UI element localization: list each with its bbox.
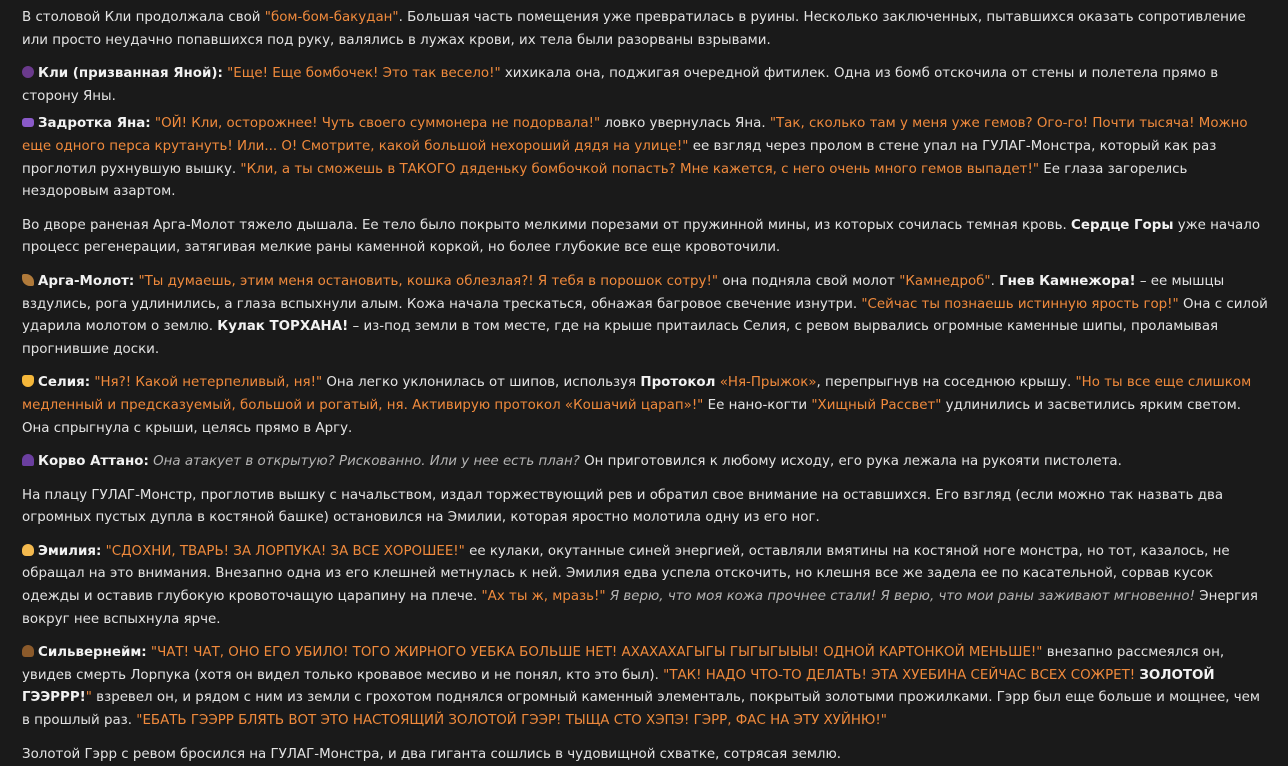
paragraph (22, 215, 1268, 260)
paragraph (22, 271, 1268, 361)
text-run: Энергия вокруг нее вспыхнула ярче. (22, 589, 1258, 627)
quoted-text: "ЧАТ! ЧАТ, ОНО ЕГО УБИЛО! ТОГО ЖИРНОГО УЕБКА БОЛЬШЕ НЕТ! АХАХАХАГЫГЫ ГЫГЫГЫЫЫ! ОДНОЙ КАРТОНКОЙ МЕНЬШЕ!" (150, 645, 1043, 661)
bold-text: Селия: (38, 375, 91, 391)
text-run: Он приготовился к любому исходу, его рука лежала на рукояти пистолета. (579, 454, 1122, 470)
quoted-text: "СДОХНИ, ТВАРЬ! ЗА ЛОРПУКА! ЗА ВСЕ ХОРОШЕЕ!" (105, 543, 465, 559)
text-run: . Большая часть помещения уже превратилась в руины. Несколько заключенных, пытавшихся оказать сопротивление или просто неудачно попавшихся под руку, валялись в лужах крови, их тела были разорваны взрывами. (22, 10, 1246, 48)
text-run: взревел он, и рядом с ним из земли с грохотом поднялся огромный каменный элементаль, покрытый золотыми прожилками. Гэрр был еще больше и мощнее, чем в прошлый раз. (22, 690, 1261, 729)
text-run: В столовой Кли продолжала свой (22, 10, 265, 25)
quoted-text: "Еще! Еще бомбочек! Это так весело!" (227, 66, 501, 82)
quoted-text: "Но ты все еще слишком медленный и предсказуемый, большой и рогатый, ня. Активирую протокол «Кошачий царап»!" (22, 375, 1252, 413)
paragraph (22, 451, 1268, 474)
quoted-text: "Кли, а ты сможешь в ТАКОГО дяденьку бомбочкой попасть? Мне кажется, с него очень много гемов выпадет!" (240, 161, 1039, 177)
horn-icon (22, 274, 34, 286)
quoted-text: "Ах ты ж, мразь!" (481, 589, 606, 605)
text-run: хихикала она, поджигая очередной фитилек. Одна из бомб отскочила от стены и полетела прямо в сторону Яны. (22, 66, 1219, 104)
paragraph (22, 63, 1268, 108)
text-run: – из-под земли в том месте, где на крыше притаилась Селия, с ревом вырвались огромные каменные шипы, проламывая прогнившие доски. (22, 319, 1219, 357)
quoted-text: "ТАК! НАДО ЧТО-ТО ДЕЛАТЬ! ЭТА ХУЕБИНА СЕЙЧАС ВСЕХ СОЖРЕТ! (663, 667, 1140, 683)
text-run: ловко увернулась Яна. (600, 116, 770, 132)
bomb-icon (22, 66, 34, 78)
paragraph (22, 372, 1268, 440)
bold-text: Кулак ТОРХАНА! (217, 319, 349, 335)
text-run: Она с силой ударила молотом о землю. (22, 296, 1268, 335)
bold-text: Арга-Молот: (38, 273, 135, 289)
quoted-text: "ЕБАТЬ ГЭЭРР БЛЯТЬ ВОТ ЭТО НАСТОЯЩИЙ ЗОЛОТОЙ ГЭЭР! ТЫЩА СТО ХЭПЭ! ГЭРР, ФАС НА ЭТУ ХУЙНЮ!" (136, 713, 887, 729)
quoted-text: "Камнедроб" (899, 273, 991, 289)
paragraph (22, 642, 1268, 732)
bold-text: Эмилия: (38, 543, 102, 559)
poo-icon (22, 645, 34, 657)
bold-text: Задротка Яна: (38, 116, 151, 132)
bold-text: Кли (призванная Яной): (38, 66, 223, 82)
bold-text: Корво Аттано: (38, 454, 149, 470)
bold-text: Протокол (640, 375, 716, 391)
gamepad-icon (22, 118, 34, 127)
text-run: внезапно рассмеялся он, увидев смерть Лорпука (хотя он видел только кровавое месиво и не понял, кто это был). (22, 645, 1225, 683)
text-run: Ее глаза загорелись нездоровым азартом. (22, 161, 1188, 200)
text-run: – ее мышцы вздулись, рога удлинились, а глаза вспыхнули алым. Кожа начала трескаться, обнажая багровое свечение изнутри. (22, 273, 1225, 312)
italic-thought: Она атакует в открытую? Рискованно. Или у нее есть план? (153, 454, 580, 470)
bold-text: Гнев Камнежора! (999, 273, 1136, 289)
girl-icon (22, 544, 34, 556)
text-run: . (990, 273, 1000, 289)
quoted-text: «Ня-Прыжок» (719, 375, 817, 391)
text-run: ее кулаки, окутанные синей энергией, оставляли вмятины на костяной ноге монстра, но тот, казалось, не обращал на это внимания. Внезапно одна из его клешней метнулась к ней. Эмилия едва успела отскочить, но клешня все же задела ее по касательной, сорвав кусок одежды и оставив глубокую кровоточащую царапину на плече. (22, 543, 1230, 605)
quoted-text: "Ты думаешь, этим меня остановить, кошка облезлая?! Я тебя в порошок сотру!" (138, 273, 718, 289)
bold-text: Сердце Горы (1071, 217, 1174, 233)
text-run: Во дворе раненая Арга-Молот тяжело дышала. Ее тело было покрыто мелкими порезами от пружинной мины, из которых сочилась темная кровь. (22, 217, 1072, 233)
quoted-text: "Сейчас ты познаешь истинную ярость гор!" (861, 296, 1179, 312)
paragraph (22, 113, 1268, 203)
text-run: удлинились и засветились ярким светом. Она спрыгнула с крыши, целясь прямо в Аргу. (22, 397, 1241, 436)
quoted-text: "Так, сколько там у меня уже гемов? Ого-го! Почти тысяча! Можно еще одного перса крутануть! Или... О! Смотрите, какой большой нехороший дядя на улице!" (22, 116, 1248, 154)
quoted-text: "ОЙ! Кли, осторожнее! Чуть своего суммонера не подорвала!" (154, 116, 601, 132)
quoted-text: "бом-бом-бакудан" (264, 10, 399, 25)
text-run: Она легко уклонилась от шипов, используя (322, 375, 641, 391)
text-run: ее взгляд через пролом в стене упал на ГУЛАГ-Монстра, который как раз проглотил рухнувшую вышку. (22, 138, 1217, 177)
paragraph (22, 7, 1268, 52)
text-run: Золотой Гэрр с ревом бросился на ГУЛАГ-Монстра, и два гиганта сошлись в чудовищной схватке, сотрясая землю. (22, 746, 842, 762)
paragraph (22, 485, 1268, 530)
text-run: На плацу ГУЛАГ-Монстр, проглотив вышку с начальством, издал торжествующий рев и обратил свое внимание на оставшихся. Его взгляд (если можно так назвать два огромных пустых дупла в костяной башке) остановился на Эмилии, которая яростно молотила одну из его ног. (22, 487, 1224, 526)
paragraph (22, 744, 1268, 766)
cat-icon (22, 375, 34, 387)
quoted-text: "Ня?! Какой нетерпеливый, ня!" (94, 375, 323, 391)
quoted-text: "Хищный Рассвет" (811, 397, 942, 413)
italic-thought: Я верю, что моя кожа прочнее стали! Я верю, что мои раны заживают мгновенно! (609, 589, 1195, 605)
text-run: уже начало процесс регенерации, затягивая мелкие раны каменной коркой, но более глубокие все еще кровоточили. (22, 217, 1261, 256)
bold-text: Сильвернейм: (38, 645, 147, 661)
text-run: Ее нано-когти (703, 397, 812, 413)
paragraph (22, 541, 1268, 631)
quoted-text: " (85, 690, 92, 706)
user-icon (22, 454, 34, 466)
bold-text: ЗОЛОТОЙ ГЭЭРРР! (22, 667, 1215, 706)
text-run: она подняла свой молот (718, 273, 900, 289)
text-run: , перепрыгнув на соседнюю крышу. (816, 375, 1076, 391)
